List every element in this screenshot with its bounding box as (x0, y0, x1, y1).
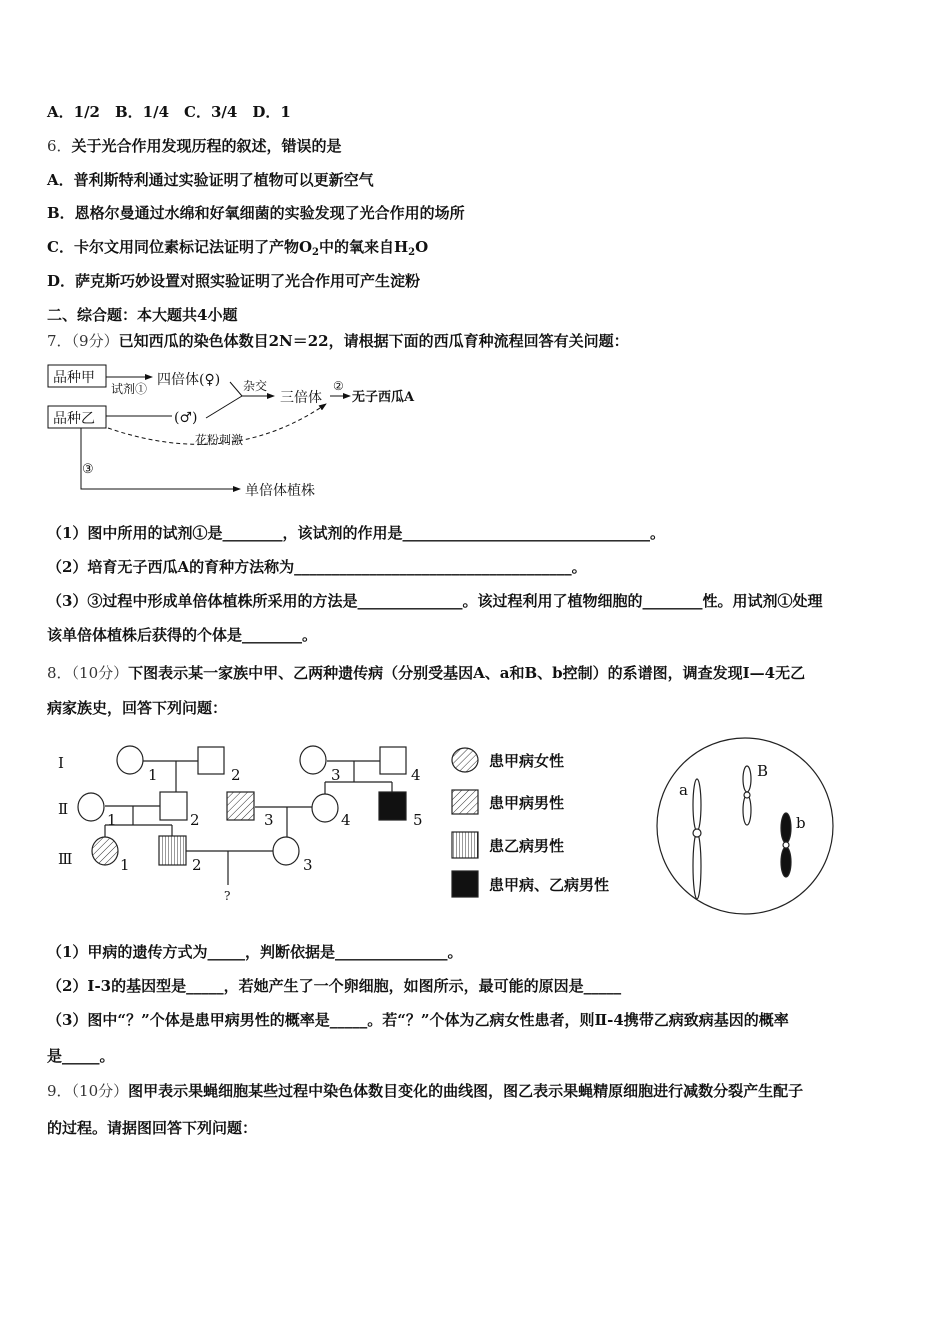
label-I3: 3 (331, 766, 341, 784)
q6-c-sub2: 2 (408, 247, 416, 258)
pedigree-II2 (160, 792, 187, 820)
cell-label-B: B (757, 762, 769, 780)
pedigree-I2 (198, 747, 224, 774)
tetraploid-label: 四倍体(♀) (157, 372, 221, 388)
q6-c-text1: C．卡尔文用同位素标记法证明了产物O (47, 238, 313, 256)
label-I2: 2 (231, 766, 241, 784)
q7-sub2: （2）培育无子西瓜A的育种方法称为_____________________________________。 (47, 558, 587, 576)
q8-stem-b: 病家族史，回答下列问题： (47, 699, 228, 717)
reagent-label: 试剂① (111, 382, 148, 396)
pedigree-II3 (227, 792, 254, 820)
label-unknown: ? (224, 889, 231, 903)
legend-affected-male-a-icon (452, 790, 478, 814)
generation-2-label: Ⅱ (58, 800, 69, 818)
pedigree-I4 (380, 747, 406, 774)
pedigree-II4 (312, 794, 338, 822)
label-II2: 2 (190, 811, 200, 829)
haploid-label: 单倍体植株 (245, 483, 315, 499)
q9-score: （10分） (71, 1082, 129, 1100)
generation-3-label: Ⅲ (58, 850, 73, 868)
q8-sub2: （2）Ⅰ-3的基因型是_____，若她产生了一个卵细胞，如图所示，最可能的原因是_____ (47, 977, 622, 995)
q8-sub3b: 是_____。 (47, 1047, 115, 1065)
q6-c-sub1: 2 (312, 247, 319, 258)
legend-affected-male-ab-icon (452, 871, 478, 897)
label-III2: 2 (192, 856, 202, 874)
q8-stem-text: 下图表示某一家族中甲、乙两种遗传病（分别受基因A、a和B、b控制）的系谱图，调查发现Ⅰ—4无乙 (128, 664, 806, 682)
q6-option-d: D．萨克斯巧妙设置对照实验证明了光合作用可产生淀粉 (47, 272, 421, 290)
pollen-label: 花粉刺激 (195, 433, 244, 447)
cross-label: 杂交 (243, 379, 268, 393)
q6-option-b: B．恩格尔曼通过水绵和好氧细菌的实验发现了光合作用的场所 (47, 204, 465, 222)
cell-outline (657, 738, 833, 914)
q5-options: A．1/2 B．1/4 C．3/4 D．1 (47, 103, 291, 121)
line-cross-female (230, 382, 242, 396)
legend-label-2: 患甲病男性 (489, 794, 565, 812)
cell-label-b: b (796, 814, 806, 832)
step3-label: ③ (82, 462, 94, 477)
legend-label-4: 患甲病、乙病男性 (489, 876, 610, 894)
variety-a-label: 品种甲 (53, 370, 95, 386)
label-II4: 4 (341, 811, 351, 829)
label-II5: 5 (413, 811, 423, 829)
q9-stem (47, 1081, 803, 1101)
pedigree-III2 (159, 836, 186, 865)
q8-stem (47, 663, 805, 683)
pedigree-III1 (92, 837, 118, 865)
q7-sub1: （1）图中所用的试剂①是________，该试剂的作用是_________________________________。 (47, 524, 665, 542)
q6-c-text3: O (415, 238, 429, 256)
q8-number: 8． (47, 664, 72, 682)
label-III3: 3 (303, 856, 313, 874)
q8-score: （10分） (71, 664, 129, 682)
line-cross-male (206, 396, 242, 418)
pedigree-II5 (379, 792, 406, 820)
q7-number: 7． (47, 332, 72, 350)
label-I1: 1 (148, 766, 158, 784)
pedigree-III3 (273, 837, 299, 865)
variety-b-label: 品种乙 (53, 411, 95, 427)
generation-1-label: Ⅰ (58, 754, 64, 772)
egg-cell-diagram (657, 738, 833, 914)
label-III1: 1 (120, 856, 130, 874)
q7-sub3b: 该单倍体植株后获得的个体是________。 (47, 626, 318, 644)
chromosome-B (743, 766, 751, 792)
pedigree-I1 (117, 746, 143, 774)
q8-sub3a: （3）图中“？”个体是患甲病男性的概率是_____。若“？”个体为乙病女性患者，则Ⅱ-4携带乙病致病基因的概率 (47, 1011, 789, 1029)
pedigree-legend (452, 748, 478, 897)
chromosome-a (693, 779, 701, 831)
q8-sub1: （1）甲病的遗传方式为_____，判断依据是_______________。 (47, 943, 463, 961)
male-label: (♂) (174, 410, 198, 426)
legend-affected-female-a-icon (452, 748, 478, 772)
q6-c-text2: 中的氧来自H (318, 238, 409, 256)
q7-score: （9分） (71, 332, 119, 350)
legend-label-3: 患乙病男性 (489, 837, 565, 855)
legend-affected-male-b-icon (452, 832, 478, 858)
legend-label-1: 患甲病女性 (489, 752, 565, 770)
pedigree-II1 (78, 793, 104, 821)
q7-stem-text: 已知西瓜的染色体数目2N＝22，请根据下面的西瓜育种流程回答有关问题： (118, 332, 629, 350)
q6-option-a: A．普利斯特利通过实验证明了植物可以更新空气 (47, 171, 374, 189)
section-heading: 二、综合题：本大题共4小题 (47, 306, 238, 324)
cell-label-a: a (679, 781, 688, 799)
triploid-label: 三倍体 (280, 390, 322, 406)
label-I4: 4 (411, 766, 421, 784)
q6-stem-text: 关于光合作用发现历程的叙述，错误的是 (71, 137, 342, 155)
label-II1: 1 (107, 811, 117, 829)
q9-stem-text: 图甲表示果蝇细胞某些过程中染色体数目变化的曲线图，图乙表示果蝇精原细胞进行减数分裂产生配子 (128, 1082, 804, 1100)
q9-stem-b: 的过程。请据图回答下列问题： (47, 1119, 258, 1137)
q6-number: 6． (47, 137, 72, 155)
pedigree-I3 (300, 746, 326, 774)
chromosome-b (781, 813, 791, 843)
q7-sub3a: （3）③过程中形成单倍体植株所采用的方法是______________。该过程利用了植物细胞的________性。用试剂①处理 (47, 592, 823, 610)
seedless-label: 无子西瓜A (352, 390, 415, 405)
q9-number: 9． (47, 1082, 72, 1100)
step2-label: ② (333, 379, 344, 393)
label-II3: 3 (264, 811, 274, 829)
